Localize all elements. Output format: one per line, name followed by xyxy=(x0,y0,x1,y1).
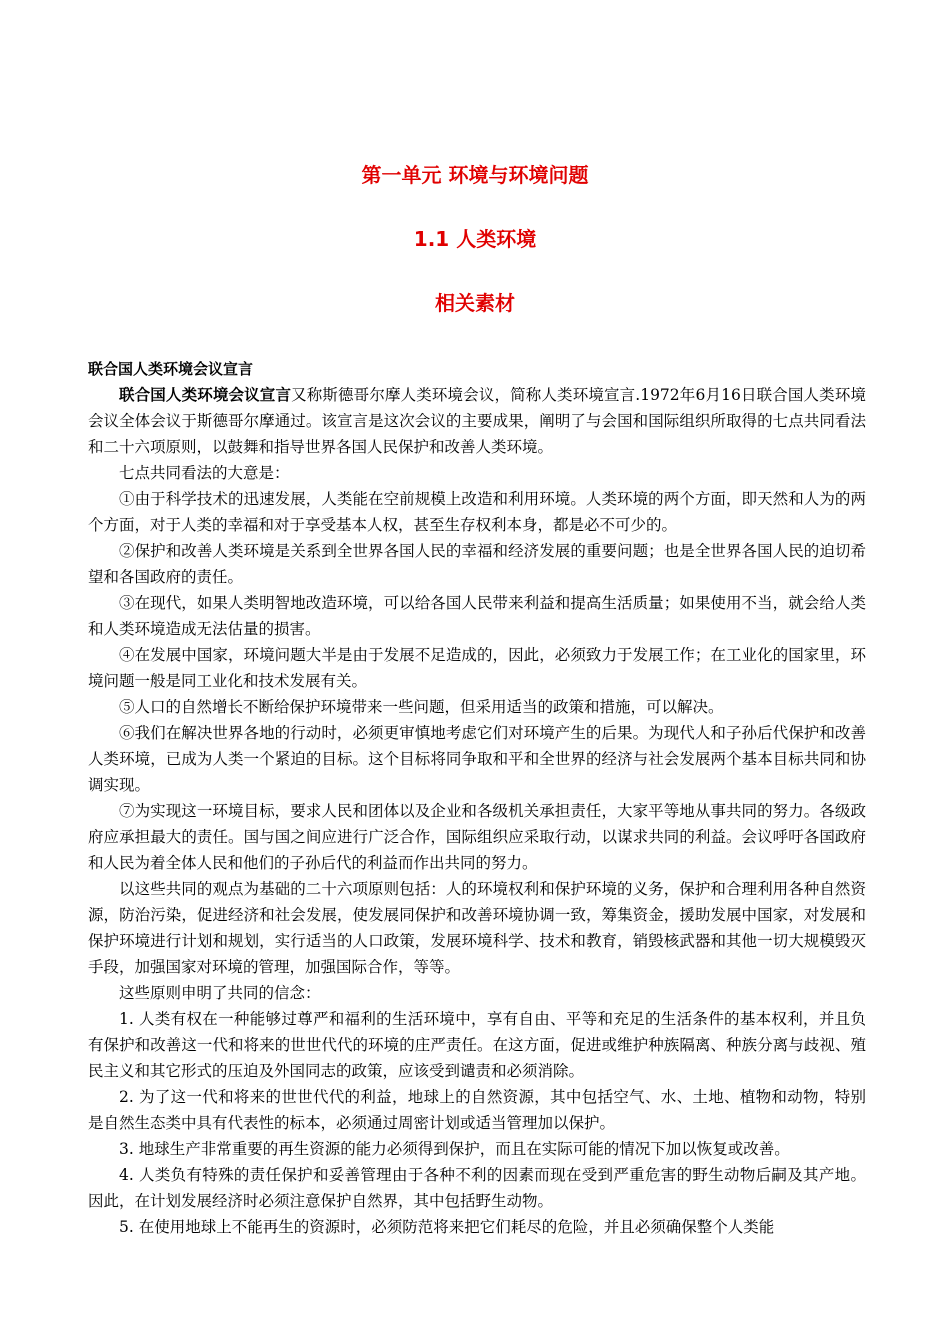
intro-text: 又称斯德哥尔摩人类环境会议，简称人类环境宣言.1972年6月16日联合国人类环境会议全体会议于斯德哥尔摩通过。该宣言是这次会议的主要成果，阐明了与会国和国际组织所取得的七点共同看法和二十六项原则，以鼓舞和指导世界各国人民保护和改善人类环境。 xyxy=(88,386,866,456)
intro-lead: 联合国人类环境会议宣言 xyxy=(119,386,292,404)
article-heading: 联合国人类环境会议宣言 xyxy=(88,360,254,378)
principle-item-5: 5. 在使用地球上不能再生的资源时，必须防范将来把它们耗尽的危险，并且必须确保整个人类能 xyxy=(119,1218,775,1236)
principle-item-2: 2. 为了这一代和将来的世世代代的利益，地球上的自然资源，其中包括空气、水、土地、植物和动物，特别是自然生态类中具有代表性的标本，必须通过周密计划或适当管理加以保护。 xyxy=(88,1088,866,1132)
intro-paragraph xyxy=(88,382,866,460)
views-intro: 七点共同看法的大意是： xyxy=(119,464,290,482)
section-title: 1.1 人类环境 xyxy=(413,227,537,251)
view-item-5: ⑤人口的自然增长不断给保护环境带来一些问题，但采用适当的政策和措施，可以解决。 xyxy=(119,698,724,716)
principles-intro: 这些原则申明了共同的信念： xyxy=(119,984,321,1002)
article-body xyxy=(88,356,866,1240)
principle-item-3: 3. 地球生产非常重要的再生资源的能力必须得到保护，而且在实际可能的情况下加以恢复或改善。 xyxy=(119,1140,790,1158)
view-item-7: ⑦为实现这一环境目标，要求人民和团体以及企业和各级机关承担责任，大家平等地从事共同的努力。各级政府应承担最大的责任。国与国之间应进行广泛合作，国际组织应采取行动，以谋求共同的利益。会议呼吁各国政府和人民为着全体人民和他们的子孙后代的利益而作出共同的努力。 xyxy=(88,802,866,872)
view-item-6: ⑥我们在解决世界各地的行动时，必须更审慎地考虑它们对环境产生的后果。为现代人和子孙后代保护和改善人类环境，已成为人类一个紧迫的目标。这个目标将同争取和平和全世界的经济与社会发展两个基本目标共同和协调实现。 xyxy=(88,724,866,794)
principles-summary: 以这些共同的观点为基础的二十六项原则包括：人的环境权利和保护环境的义务，保护和合理利用各种自然资源，防治污染，促进经济和社会发展，使发展同保护和改善环境协调一致，筹集资金，援助发展中国家，对发展和保护环境进行计划和规划，实行适当的人口政策，发展环境科学、技术和教育，销毁核武器和其他一切大规模毁灭手段，加强国家对环境的管理，加强国际合作，等等。 xyxy=(88,880,866,976)
principle-item-1: 1. 人类有权在一种能够过尊严和福利的生活环境中，享有自由、平等和充足的生活条件的基本权利，并且负有保护和改善这一代和将来的世世代代的环境的庄严责任。在这方面，促进或维护种族隔离、种族分离与歧视、殖民主义和其它形式的压迫及外国同志的政策，应该受到谴责和必须消除。 xyxy=(88,1010,866,1080)
unit-title: 第一单元 环境与环境问题 xyxy=(361,163,589,187)
view-item-3: ③在现代，如果人类明智地改造环境，可以给各国人民带来利益和提高生活质量；如果使用不当，就会给人类和人类环境造成无法估量的损害。 xyxy=(88,594,866,638)
materials-title: 相关素材 xyxy=(435,291,515,315)
view-item-2: ②保护和改善人类环境是关系到全世界各国人民的幸福和经济发展的重要问题；也是全世界各国人民的迫切希望和各国政府的责任。 xyxy=(88,542,866,586)
principle-item-4: 4. 人类负有特殊的责任保护和妥善管理由于各种不利的因素而现在受到严重危害的野生动物后嗣及其产地。因此，在计划发展经济时必须注意保护自然界，其中包括野生动物。 xyxy=(88,1166,866,1210)
view-item-4: ④在发展中国家，环境问题大半是由于发展不足造成的，因此，必须致力于发展工作；在工业化的国家里，环境问题一般是同工业化和技术发展有关。 xyxy=(88,646,866,690)
view-item-1: ①由于科学技术的迅速发展，人类能在空前规模上改造和利用环境。人类环境的两个方面，即天然和人为的两个方面，对于人类的幸福和对于享受基本人权，甚至生存权利本身，都是必不可少的。 xyxy=(88,490,866,534)
